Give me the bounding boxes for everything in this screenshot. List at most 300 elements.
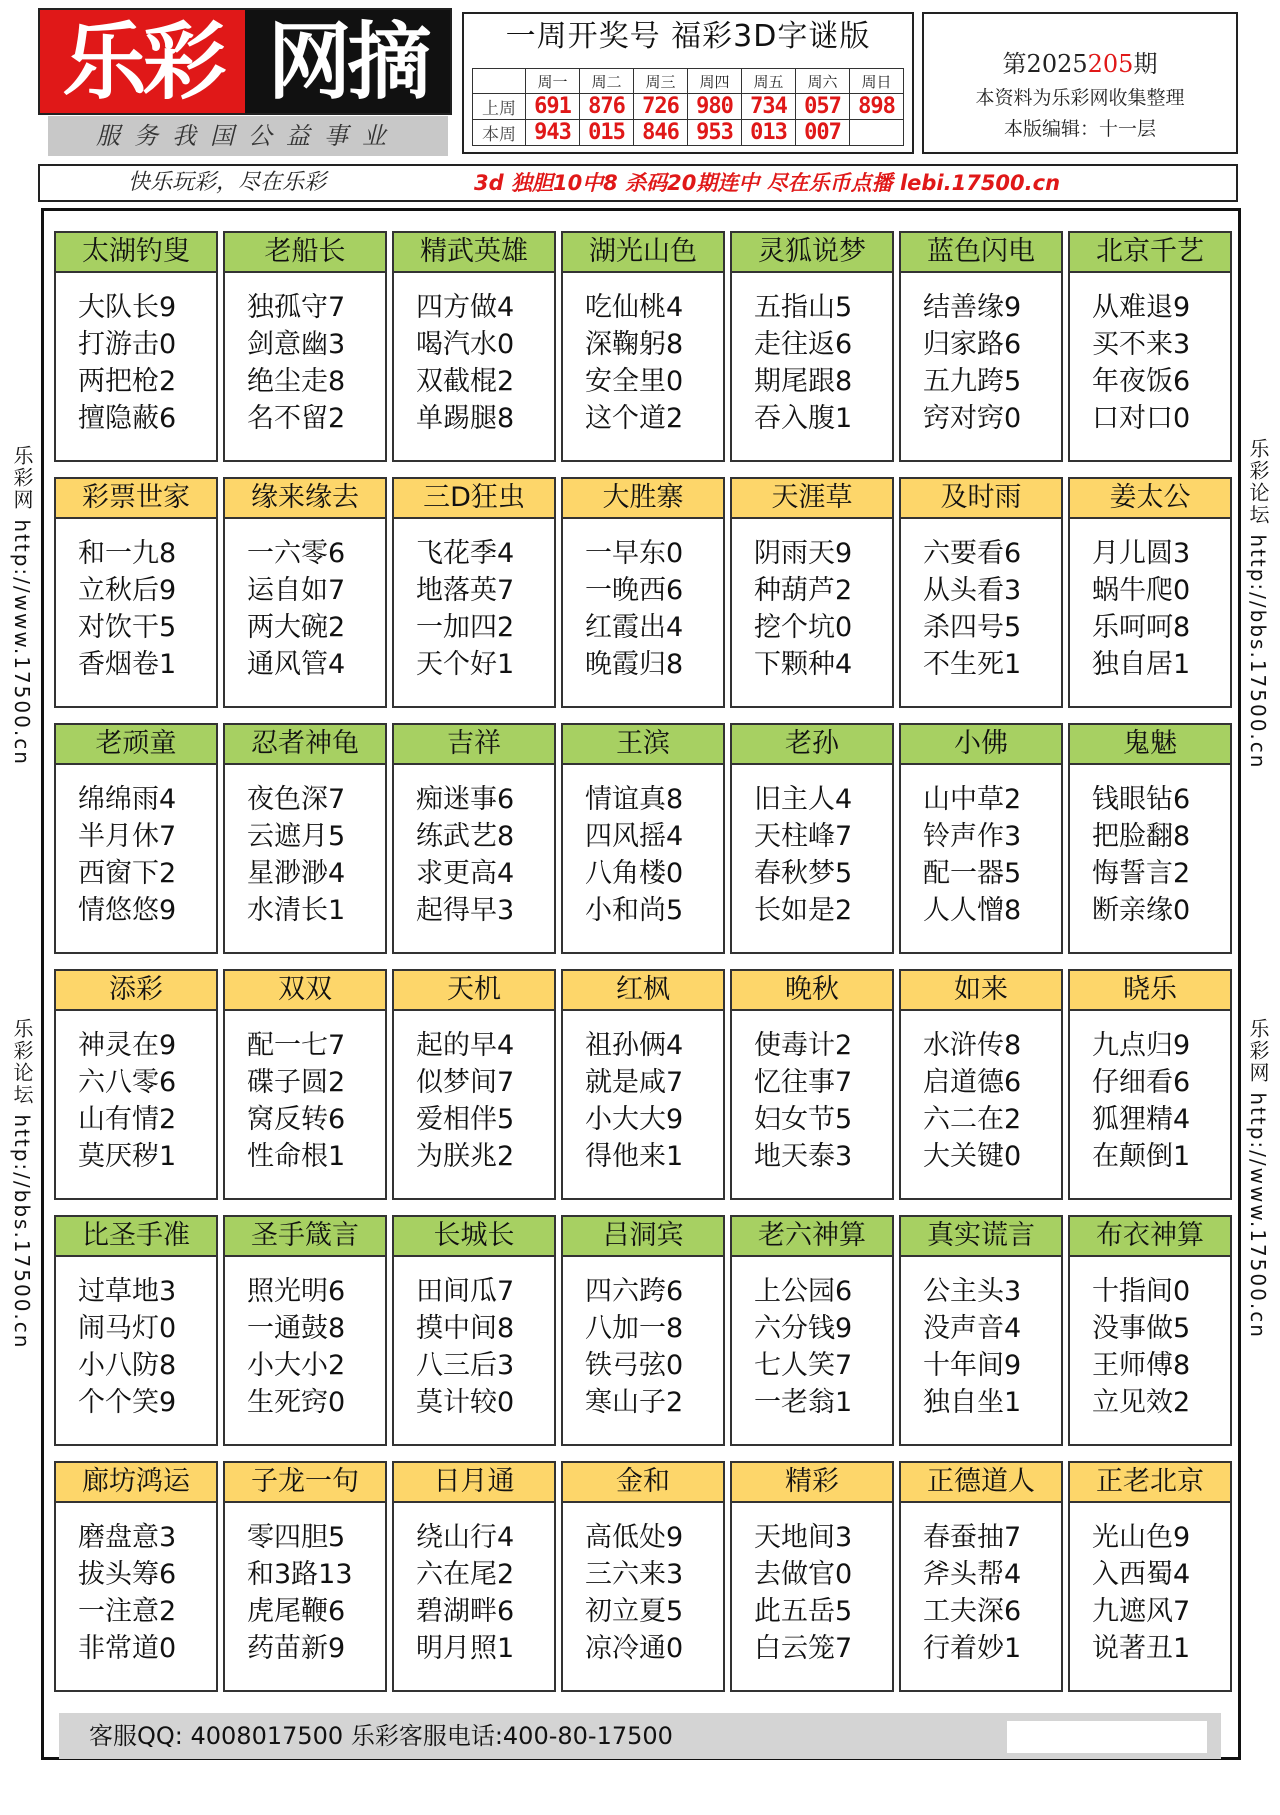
- card-line: 半月休7: [78, 821, 177, 852]
- weekday-header: 周四: [688, 69, 742, 94]
- card-line: 铁弓弦0: [585, 1350, 684, 1381]
- riddle-card: [392, 723, 556, 954]
- riddle-card: [1068, 969, 1232, 1200]
- card-line: 行着妙1: [923, 1633, 1022, 1664]
- card-line: 没声音4: [923, 1313, 1022, 1344]
- weekly-draw-panel: [462, 12, 914, 154]
- card-title: 北京千艺: [1070, 233, 1230, 273]
- promo-link[interactable]: 3d 独胆10中8 杀码20期连中 尽在乐币点播 lebi.17500.cn: [474, 171, 1061, 195]
- draw-number: 691: [526, 94, 580, 120]
- table-corner: [473, 69, 526, 94]
- card-line: 香烟卷1: [78, 649, 177, 680]
- draw-number: 898: [850, 94, 904, 120]
- card-line: 人人憎8: [923, 895, 1022, 926]
- card-line: 运自如7: [247, 575, 346, 606]
- card-line: 通风管4: [247, 649, 346, 680]
- card-title: 金和: [563, 1463, 723, 1503]
- card-line: 一早东0: [585, 538, 684, 569]
- card-line: 情谊真8: [585, 784, 684, 815]
- card-line: 名不留2: [247, 403, 346, 434]
- card-title: 姜太公: [1070, 479, 1230, 519]
- card-line: 深鞠躬8: [585, 329, 684, 360]
- riddle-card: [54, 1461, 218, 1692]
- riddle-card: [730, 1215, 894, 1446]
- card-title: 蓝色闪电: [901, 233, 1061, 273]
- card-line: 在颠倒1: [1092, 1141, 1191, 1172]
- draw-number: 057: [796, 94, 850, 120]
- slogan: 服务我国公益事业: [48, 116, 448, 156]
- card-line: 九点归9: [1092, 1030, 1191, 1061]
- issue-suffix: 期: [1133, 50, 1158, 78]
- card-line: 飞花季4: [416, 538, 515, 569]
- weekday-header: 周二: [580, 69, 634, 94]
- riddle-card: [223, 969, 387, 1200]
- card-line: 双截棍2: [416, 366, 515, 397]
- riddle-card: [730, 969, 894, 1200]
- card-title: 王滨: [563, 725, 723, 765]
- card-line: 莫厌秽1: [78, 1141, 177, 1172]
- card-line: 绕山行4: [416, 1522, 515, 1553]
- card-line: 狐狸精4: [1092, 1104, 1191, 1135]
- card-line: 独孤守7: [247, 292, 346, 323]
- side-label-left-bottom[interactable]: 乐彩论坛 http://bbs.17500.cn: [10, 1018, 34, 1350]
- card-line: 断亲缘0: [1092, 895, 1191, 926]
- card-line: 口对口0: [1092, 403, 1191, 434]
- draw-number: 876: [580, 94, 634, 120]
- card-line: 走往返6: [754, 329, 853, 360]
- card-title: 湖光山色: [563, 233, 723, 273]
- card-line: 蜗牛爬0: [1092, 575, 1191, 606]
- card-line: 田间瓜7: [416, 1276, 515, 1307]
- card-title: 及时雨: [901, 479, 1061, 519]
- card-line: 斧头帮4: [923, 1559, 1022, 1590]
- draw-number: 726: [634, 94, 688, 120]
- riddle-card: [561, 477, 725, 708]
- card-line: 仔细看6: [1092, 1067, 1191, 1098]
- card-line: 说著丑1: [1092, 1633, 1191, 1664]
- card-title: 彩票世家: [56, 479, 216, 519]
- riddle-card: [899, 477, 1063, 708]
- card-line: 和3路13: [247, 1559, 353, 1590]
- card-line: 地落英7: [416, 575, 515, 606]
- card-line: 乐呵呵8: [1092, 612, 1191, 643]
- card-line: 九遮风7: [1092, 1596, 1191, 1627]
- weekday-header: 周三: [634, 69, 688, 94]
- card-line: 钱眼钻6: [1092, 784, 1191, 815]
- riddle-card: [223, 1215, 387, 1446]
- card-line: 大关键0: [923, 1141, 1022, 1172]
- riddle-card: [223, 723, 387, 954]
- card-title: 吉祥: [394, 725, 554, 765]
- card-title: 老船长: [225, 233, 385, 273]
- card-line: 月儿圆3: [1092, 538, 1191, 569]
- card-title: 添彩: [56, 971, 216, 1011]
- card-title: 鬼魅: [1070, 725, 1230, 765]
- riddle-card: [1068, 1215, 1232, 1446]
- card-line: 药苗新9: [247, 1633, 346, 1664]
- card-line: 零四胆5: [247, 1522, 346, 1553]
- card-line: 生死窍0: [247, 1387, 346, 1418]
- card-line: 单踢腿8: [416, 403, 515, 434]
- card-line: 公主头3: [923, 1276, 1022, 1307]
- card-line: 得他来1: [585, 1141, 684, 1172]
- card-title: 天涯草: [732, 479, 892, 519]
- card-line: 小大小2: [247, 1350, 346, 1381]
- issue-number-value: 205: [1087, 50, 1134, 78]
- card-line: 星渺渺4: [247, 858, 346, 889]
- card-title: 太湖钓叟: [56, 233, 216, 273]
- card-line: 凉冷通0: [585, 1633, 684, 1664]
- riddle-card: [392, 969, 556, 1200]
- card-line: 为朕兆2: [416, 1141, 515, 1172]
- card-title: 子龙一句: [225, 1463, 385, 1503]
- draw-number: 015: [580, 120, 634, 146]
- card-line: 小八防8: [78, 1350, 177, 1381]
- card-line: 擅隐蔽6: [78, 403, 177, 434]
- riddle-card: [1068, 231, 1232, 462]
- card-line: 妇女节5: [754, 1104, 853, 1135]
- riddle-card: [899, 231, 1063, 462]
- card-line: 此五岳5: [754, 1596, 853, 1627]
- card-line: 期尾跟8: [754, 366, 853, 397]
- card-line: 光山色9: [1092, 1522, 1191, 1553]
- card-line: 三六来3: [585, 1559, 684, 1590]
- card-line: 地天泰3: [754, 1141, 853, 1172]
- card-line: 两大碗2: [247, 612, 346, 643]
- card-line: 五指山5: [754, 292, 853, 323]
- card-line: 独自居1: [1092, 649, 1191, 680]
- card-line: 把脸翻8: [1092, 821, 1191, 852]
- riddle-card: [730, 723, 894, 954]
- weekday-header: 周一: [526, 69, 580, 94]
- card-line: 八角楼0: [585, 858, 684, 889]
- riddle-card: [54, 477, 218, 708]
- card-line: 云遮月5: [247, 821, 346, 852]
- card-line: 四方做4: [416, 292, 515, 323]
- card-title: 晚秋: [732, 971, 892, 1011]
- card-line: 明月照1: [416, 1633, 515, 1664]
- logo-block: [38, 8, 452, 115]
- card-line: 起的早4: [416, 1030, 515, 1061]
- issue-number: [924, 44, 1236, 79]
- card-line: 年夜饭6: [1092, 366, 1191, 397]
- riddle-card: [54, 1215, 218, 1446]
- logo-right-text: 网摘: [245, 10, 450, 113]
- card-line: 下颗种4: [754, 649, 853, 680]
- card-title: 双双: [225, 971, 385, 1011]
- card-line: 两把枪2: [78, 366, 177, 397]
- riddle-card: [561, 231, 725, 462]
- card-line: 爱相伴5: [416, 1104, 515, 1135]
- card-line: 山中草2: [923, 784, 1022, 815]
- card-line: 水清长1: [247, 895, 346, 926]
- card-line: 喝汽水0: [416, 329, 515, 360]
- riddle-grid: [41, 208, 1241, 1760]
- card-line: 窝反转6: [247, 1104, 346, 1135]
- card-line: 独自坐1: [923, 1387, 1022, 1418]
- card-title: 老六神算: [732, 1217, 892, 1257]
- draw-number: 943: [526, 120, 580, 146]
- card-line: 对饮干5: [78, 612, 177, 643]
- riddle-card: [730, 1461, 894, 1692]
- card-line: 虎尾鞭6: [247, 1596, 346, 1627]
- card-line: 红霞出4: [585, 612, 684, 643]
- footer-bar: [59, 1713, 1221, 1759]
- card-line: 铃声作3: [923, 821, 1022, 852]
- riddle-card: [392, 1461, 556, 1692]
- card-line: 立秋后9: [78, 575, 177, 606]
- last-week-label: 上周: [473, 94, 526, 120]
- weekday-header: 周日: [850, 69, 904, 94]
- riddle-card: [223, 477, 387, 708]
- card-line: 寒山子2: [585, 1387, 684, 1418]
- card-line: 使毒计2: [754, 1030, 853, 1061]
- card-line: 王师傅8: [1092, 1350, 1191, 1381]
- card-title: 忍者神龟: [225, 725, 385, 765]
- draw-number: 980: [688, 94, 742, 120]
- card-line: 非常道0: [78, 1633, 177, 1664]
- card-line: 一老翁1: [754, 1387, 853, 1418]
- issue-info-panel: [922, 12, 1238, 154]
- card-line: 山有情2: [78, 1104, 177, 1135]
- tagline-bar: [38, 164, 1238, 202]
- card-line: 神灵在9: [78, 1030, 177, 1061]
- card-line: 性命根1: [247, 1141, 346, 1172]
- card-line: 十指间0: [1092, 1276, 1191, 1307]
- card-line: 四风摇4: [585, 821, 684, 852]
- riddle-card: [899, 1461, 1063, 1692]
- card-line: 一加四2: [416, 612, 515, 643]
- card-title: 红枫: [563, 971, 723, 1011]
- riddle-card: [561, 1461, 725, 1692]
- riddle-card: [899, 969, 1063, 1200]
- card-line: 天地间3: [754, 1522, 853, 1553]
- card-line: 高低处9: [585, 1522, 684, 1553]
- card-line: 小大大9: [585, 1104, 684, 1135]
- card-line: 过草地3: [78, 1276, 177, 1307]
- card-line: 闹马灯0: [78, 1313, 177, 1344]
- riddle-card: [223, 231, 387, 462]
- card-line: 买不来3: [1092, 329, 1191, 360]
- card-line: 没事做5: [1092, 1313, 1191, 1344]
- footer-blank-box: [1007, 1721, 1207, 1753]
- riddle-card: [223, 1461, 387, 1692]
- card-line: 绵绵雨4: [78, 784, 177, 815]
- card-line: 旧主人4: [754, 784, 853, 815]
- draw-number: 846: [634, 120, 688, 146]
- card-line: 配一器5: [923, 858, 1022, 889]
- card-line: 六在尾2: [416, 1559, 515, 1590]
- card-line: 一晚西6: [585, 575, 684, 606]
- draw-number: 734: [742, 94, 796, 120]
- card-title: 日月通: [394, 1463, 554, 1503]
- card-line: 照光明6: [247, 1276, 346, 1307]
- card-line: 夜色深7: [247, 784, 346, 815]
- card-line: 和一九8: [78, 538, 177, 569]
- issue-prefix: 第2025: [1002, 50, 1088, 78]
- tagline-left: 快乐玩彩，尽在乐彩: [128, 170, 327, 195]
- card-title: 布衣神算: [1070, 1217, 1230, 1257]
- card-line: 一六零6: [247, 538, 346, 569]
- side-label-left-top[interactable]: 乐彩网 http://www.17500.cn: [10, 445, 34, 766]
- customer-service-text: 客服QQ: 4008017500 乐彩客服电话:400-80-17500: [89, 1722, 673, 1750]
- card-line: 打游击0: [78, 329, 177, 360]
- card-line: 拔头筹6: [78, 1559, 177, 1590]
- riddle-card: [1068, 477, 1232, 708]
- card-title: 长城长: [394, 1217, 554, 1257]
- riddle-card: [54, 969, 218, 1200]
- riddle-card: [561, 969, 725, 1200]
- riddle-card: [730, 477, 894, 708]
- editor-note: 本版编辑：十一层: [1003, 118, 1156, 140]
- riddle-card: [899, 1215, 1063, 1446]
- riddle-card: [561, 723, 725, 954]
- riddle-card: [54, 723, 218, 954]
- card-title: 晓乐: [1070, 971, 1230, 1011]
- riddle-card: [1068, 723, 1232, 954]
- card-title: 正德道人: [901, 1463, 1061, 1503]
- card-line: 六分钱9: [754, 1313, 853, 1344]
- card-line: 工夫深6: [923, 1596, 1022, 1627]
- card-line: 种葫芦2: [754, 575, 853, 606]
- card-line: 剑意幽3: [247, 329, 346, 360]
- riddle-card: [899, 723, 1063, 954]
- card-title: 老孙: [732, 725, 892, 765]
- card-line: 吃仙桃4: [585, 292, 684, 323]
- riddle-card: [392, 477, 556, 708]
- card-line: 四六跨6: [585, 1276, 684, 1307]
- logo: [38, 8, 452, 156]
- card-title: 灵狐说梦: [732, 233, 892, 273]
- card-line: 西窗下2: [78, 858, 177, 889]
- card-line: 天个好1: [416, 649, 515, 680]
- card-line: 练武艺8: [416, 821, 515, 852]
- card-line: 杀四号5: [923, 612, 1022, 643]
- card-line: 晚霞归8: [585, 649, 684, 680]
- card-title: 小佛: [901, 725, 1061, 765]
- card-title: 真实谎言: [901, 1217, 1061, 1257]
- source-note: 本资料为乐彩网收集整理: [975, 87, 1185, 109]
- card-line: 天柱峰7: [754, 821, 853, 852]
- draw-title: 一周开奖号 福彩3D字谜版: [505, 19, 871, 54]
- card-line: 十年间9: [923, 1350, 1022, 1381]
- card-line: 个个笑9: [78, 1387, 177, 1418]
- card-line: 入西蜀4: [1092, 1559, 1191, 1590]
- card-line: 摸中间8: [416, 1313, 515, 1344]
- card-title: 正老北京: [1070, 1463, 1230, 1503]
- card-line: 配一七7: [247, 1030, 346, 1061]
- card-line: 白云笼7: [754, 1633, 853, 1664]
- card-line: 碧湖畔6: [416, 1596, 515, 1627]
- weekday-header: 周五: [742, 69, 796, 94]
- draw-number: 007: [796, 120, 850, 146]
- card-line: 八三后3: [416, 1350, 515, 1381]
- card-line: 五九跨5: [923, 366, 1022, 397]
- card-line: 祖孙俩4: [585, 1030, 684, 1061]
- card-line: 去做官0: [754, 1559, 853, 1590]
- logo-left-text: 乐彩: [40, 10, 245, 113]
- card-line: 一通鼓8: [247, 1313, 346, 1344]
- card-title: 吕洞宾: [563, 1217, 723, 1257]
- card-title: 廊坊鸿运: [56, 1463, 216, 1503]
- riddle-card: [730, 231, 894, 462]
- card-line: 春蚕抽7: [923, 1522, 1022, 1553]
- card-line: 从头看3: [923, 575, 1022, 606]
- side-label-right-bottom[interactable]: 乐彩网 http://www.17500.cn: [1246, 1018, 1270, 1339]
- card-line: 悔誓言2: [1092, 858, 1191, 889]
- card-line: 长如是2: [754, 895, 853, 926]
- card-title: 比圣手准: [56, 1217, 216, 1257]
- card-title: 三D狂虫: [394, 479, 554, 519]
- riddle-card: [1068, 1461, 1232, 1692]
- riddle-card: [392, 231, 556, 462]
- card-line: 上公园6: [754, 1276, 853, 1307]
- card-line: 小和尚5: [585, 895, 684, 926]
- card-title: 大胜寨: [563, 479, 723, 519]
- card-line: 情悠悠9: [78, 895, 177, 926]
- card-line: 绝尘走8: [247, 366, 346, 397]
- side-label-right-top[interactable]: 乐彩论坛 http://bbs.17500.cn: [1246, 438, 1270, 770]
- card-line: 就是咸7: [585, 1067, 684, 1098]
- card-line: 水浒传8: [923, 1030, 1022, 1061]
- card-line: 八加一8: [585, 1313, 684, 1344]
- card-title: 老顽童: [56, 725, 216, 765]
- card-title: 天机: [394, 971, 554, 1011]
- card-title: 精彩: [732, 1463, 892, 1503]
- card-line: 碟子圆2: [247, 1067, 346, 1098]
- card-title: 圣手箴言: [225, 1217, 385, 1257]
- draw-number: 013: [742, 120, 796, 146]
- card-title: 如来: [901, 971, 1061, 1011]
- card-line: 安全里0: [585, 366, 684, 397]
- card-line: 结善缘9: [923, 292, 1022, 323]
- card-line: 从难退9: [1092, 292, 1191, 323]
- card-line: 窍对窍0: [923, 403, 1022, 434]
- weekday-header: 周六: [796, 69, 850, 94]
- card-line: 求更高4: [416, 858, 515, 889]
- riddle-card: [54, 231, 218, 462]
- card-line: 起得早3: [416, 895, 515, 926]
- card-line: 吞入腹1: [754, 403, 853, 434]
- card-line: 六八零6: [78, 1067, 177, 1098]
- card-line: 挖个坑0: [754, 612, 853, 643]
- draw-number: [850, 120, 904, 146]
- card-line: 立见效2: [1092, 1387, 1191, 1418]
- card-line: 莫计较0: [416, 1387, 515, 1418]
- draw-number: 953: [688, 120, 742, 146]
- riddle-card: [392, 1215, 556, 1446]
- card-line: 六二在2: [923, 1104, 1022, 1135]
- card-line: 归家路6: [923, 329, 1022, 360]
- card-line: 启道德6: [923, 1067, 1022, 1098]
- card-line: 大队长9: [78, 292, 177, 323]
- draw-table: [472, 68, 904, 146]
- riddle-card: [561, 1215, 725, 1446]
- card-line: 春秋梦5: [754, 858, 853, 889]
- card-line: 初立夏5: [585, 1596, 684, 1627]
- card-line: 磨盘意3: [78, 1522, 177, 1553]
- card-line: 忆往事7: [754, 1067, 853, 1098]
- card-line: 六要看6: [923, 538, 1022, 569]
- card-line: 这个道2: [585, 403, 684, 434]
- card-line: 一注意2: [78, 1596, 177, 1627]
- card-title: 缘来缘去: [225, 479, 385, 519]
- card-line: 七人笑7: [754, 1350, 853, 1381]
- card-line: 不生死1: [923, 649, 1022, 680]
- card-line: 阴雨天9: [754, 538, 853, 569]
- card-line: 痴迷事6: [416, 784, 515, 815]
- card-line: 似梦间7: [416, 1067, 515, 1098]
